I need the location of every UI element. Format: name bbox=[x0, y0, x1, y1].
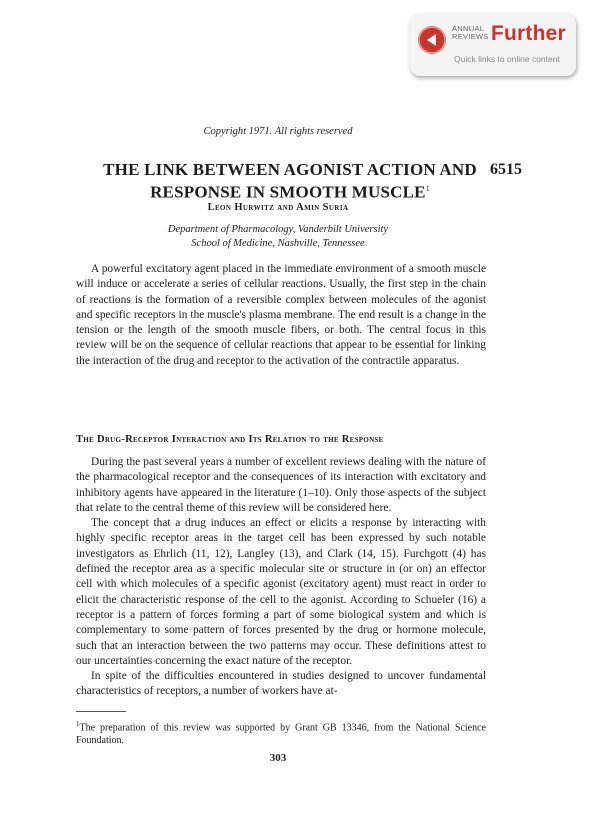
further-tagline: Quick links to online content bbox=[454, 54, 560, 64]
annual-reviews-logo-text: ANNUAL REVIEWS bbox=[452, 24, 489, 41]
body-paragraph: In spite of the difficulties encountered in studies designed to uncover fundamental characteristics of receptors, a number of workers have at- bbox=[76, 670, 486, 698]
section-body bbox=[76, 455, 486, 700]
intro-paragraph-block bbox=[76, 262, 486, 369]
title-line-1: THE LINK BETWEEN AGONIST ACTION AND bbox=[103, 160, 477, 179]
title-footnote-mark[interactable]: 1 bbox=[425, 184, 430, 193]
article-title bbox=[70, 160, 510, 202]
affiliation: Department of Pharmacology, Vanderbilt University School of Medicine, Nashville, Tennessee bbox=[167, 224, 389, 249]
further-wordmark: Further bbox=[491, 22, 566, 45]
footnote-rule bbox=[76, 711, 126, 712]
annual-reviews-further-button[interactable] bbox=[410, 14, 576, 76]
body-paragraph: During the past several years a number of excellent reviews dealing with the nature of the pharmacological receptor and the consequences of its interaction with excitatory and inhibitory agents have appeared in the literature (1–10). Only those aspects of the subject that relate to the central theme of this review will be considered here. bbox=[76, 456, 486, 514]
body-paragraph: The concept that a drug induces an effect or elicits a response by interacting with highly specific receptor areas in the target cell has been expressed by such notable investigators as Ehrlich (11, 12), Langley (13), and Clark (14, 15). Furchgott (4) has defined the receptor area as a specific molecular site or structure in (or on) an effector cell with which molecules of a specific agonist (excitatory agent) must react in order to elicit the characteristic response of the cell to the agonist. According to Schueler (16) a receptor is a pattern of forces forming a part of some biological system and which is complementary to some pattern of forces presented by the drug or hormone molecule, such that an interaction between the two patterns may occur. These definitions attest to our uncertainties concerning the exact nature of the receptor. bbox=[76, 517, 486, 667]
title-line-2: RESPONSE IN SMOOTH MUSCLE$^1$ bbox=[150, 182, 430, 202]
page-number: 303 bbox=[269, 752, 287, 764]
footnote-mark: 1 bbox=[76, 720, 80, 728]
back-arrow-icon bbox=[418, 26, 446, 54]
authors: Leon Hurwitz and Amin Suria bbox=[207, 202, 349, 213]
footnote-text: The preparation of this review was supported by Grant GB 13346, from the National Science Foundation. bbox=[76, 722, 486, 747]
article-code: 6515 bbox=[490, 161, 522, 178]
footnote bbox=[76, 718, 486, 747]
intro-paragraph: A powerful excitatory agent placed in the immediate environment of a smooth muscle will induce or accelerate a series of cellular reactions. Usually, the first step in the chain of reactions is the formation of a reversible complex between molecules of the agonist and specific receptors in the muscle's plasma membrane. The end result is a change in the tension or the length of the smooth muscle fibers, or both. The central focus in this review will be on the sequence of cellular reactions that appear to be essential for linking the interaction of the drug and receptor to the activation of the contractile apparatus. bbox=[76, 263, 486, 367]
copyright-notice: Copyright 1971. All rights reserved bbox=[203, 126, 353, 137]
section-heading: The Drug-Receptor Interaction and Its Relation to the Response bbox=[76, 434, 384, 445]
